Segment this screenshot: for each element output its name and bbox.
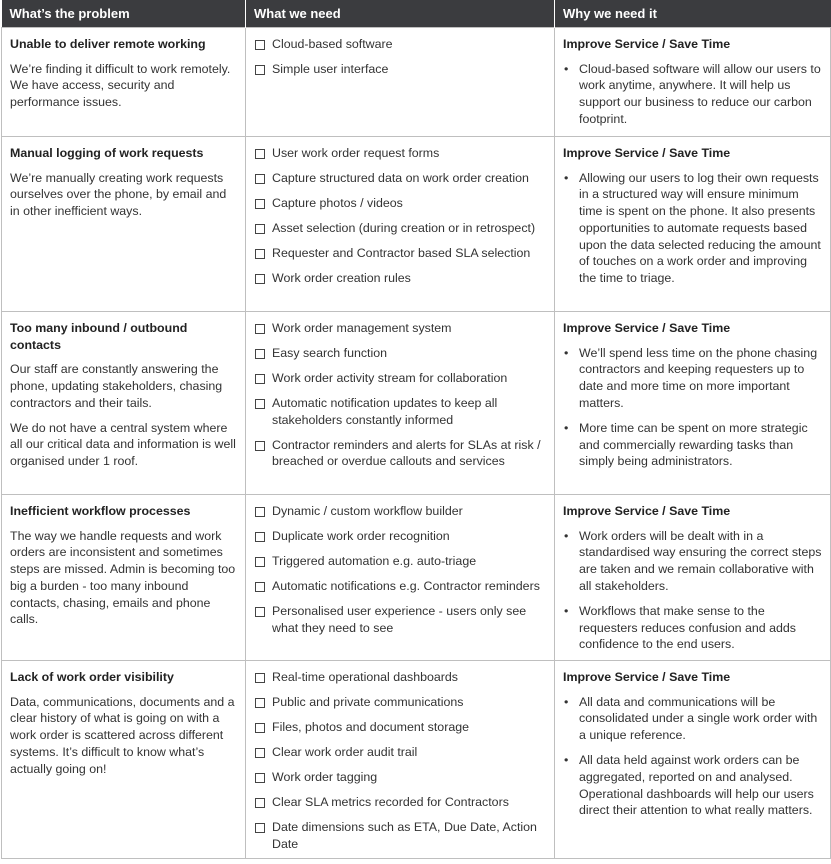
need-label: Real-time operational dashboards [272, 670, 458, 684]
problem-title: Unable to deliver remote working [10, 37, 206, 51]
impact-title: Improve Service / Save Time [563, 321, 731, 335]
impact-title: Improve Service / Save Time [563, 37, 731, 51]
problem-title: Too many inbound / outbound contacts [10, 321, 188, 352]
checkbox-square-icon [255, 249, 265, 259]
need-label: Automatic notifications e.g. Contractor reminders [272, 579, 540, 593]
need-label: Easy search function [272, 346, 388, 360]
table-row [2, 661, 831, 859]
need-item [254, 395, 546, 428]
checkbox-square-icon [255, 748, 265, 758]
checkbox-square-icon [255, 773, 265, 783]
need-label: Capture photos / videos [272, 196, 403, 210]
need-item [254, 528, 546, 545]
checkbox-square-icon [255, 324, 265, 334]
bullet-icon: • [564, 753, 569, 768]
needs-cell [246, 661, 555, 859]
why-cell [555, 137, 831, 312]
reasons-list [563, 528, 822, 653]
need-label: Asset selection (during creation or in retrospect) [272, 221, 536, 235]
needs-cell [246, 137, 555, 312]
need-item [254, 553, 546, 570]
needs-list [254, 36, 546, 78]
need-item [254, 170, 546, 187]
reason-item [563, 694, 822, 744]
need-item [254, 220, 546, 237]
reason-text: More time can be spent on more strategic and commercially rewarding tasks than simply being administrators. [579, 420, 808, 469]
need-item [254, 270, 546, 287]
problem-cell [2, 28, 246, 137]
need-item [254, 320, 546, 337]
header-need: What we need [246, 0, 555, 28]
need-item [254, 744, 546, 761]
reason-item [563, 420, 822, 470]
problem-description: The way we handle requests and work orders are inconsistent and sometimes steps are missed. Admin is becoming too big a burden - too many inbound contacts, chasing, emails and phone calls. [10, 528, 236, 627]
need-label: Cloud-based software [272, 37, 393, 51]
checkbox-square-icon [255, 274, 265, 284]
need-label: Personalised user experience - users only see what they need to see [272, 604, 527, 635]
reason-item [563, 170, 822, 287]
need-item [254, 794, 546, 811]
checkbox-square-icon [255, 582, 265, 592]
reasons-list [563, 694, 822, 819]
need-label: Requester and Contractor based SLA selection [272, 246, 531, 260]
need-item [254, 819, 546, 852]
checkbox-square-icon [255, 798, 265, 808]
problem-description: Data, communications, documents and a clear history of what is going on with a work order is scattered across different systems. It’s difficult to know what’s actually going on! [10, 694, 235, 776]
bullet-icon: • [564, 528, 569, 543]
needs-list [254, 503, 546, 636]
needs-cell [246, 28, 555, 137]
reason-item [563, 752, 822, 819]
need-label: Capture structured data on work order creation [272, 171, 529, 185]
need-item [254, 195, 546, 212]
checkbox-square-icon [255, 399, 265, 409]
reason-item [563, 528, 822, 595]
reason-text: Workflows that make sense to the requesters reduces confusion and adds confidence to the end users. [579, 603, 796, 652]
why-cell [555, 28, 831, 137]
reason-text: All data and communications will be consolidated under a single work order with a unique reference. [579, 694, 818, 743]
problem-title: Manual logging of work requests [10, 146, 204, 160]
checkbox-square-icon [255, 374, 265, 384]
need-label: Work order tagging [272, 770, 378, 784]
need-label: Simple user interface [272, 62, 389, 76]
impact-title: Improve Service / Save Time [563, 146, 731, 160]
need-item [254, 603, 546, 636]
checkbox-square-icon [255, 174, 265, 184]
need-label: Clear SLA metrics recorded for Contractors [272, 795, 509, 809]
need-label: Duplicate work order recognition [272, 529, 450, 543]
bullet-icon: • [564, 345, 569, 360]
reason-text: Cloud-based software will allow our users to work anytime, anywhere. It will help us support our business to reduce our carbon footprint. [579, 61, 821, 126]
header-problem: What’s the problem [2, 0, 246, 28]
reason-text: All data held against work orders can be aggregated, reported on and analysed. Operational dashboards will help our users direct their attention to what really matters. [579, 753, 814, 818]
checkbox-square-icon [255, 607, 265, 617]
table-row [2, 28, 831, 137]
problem-cell [2, 661, 246, 859]
reason-text: Work orders will be dealt with in a standardised way ensuring the correct steps are taken and we remain collaborative with all stakeholders. [579, 528, 822, 593]
header-row [2, 0, 831, 28]
need-item [254, 503, 546, 520]
reasons-list [563, 170, 822, 287]
bullet-icon: • [564, 420, 569, 435]
needs-cell [246, 312, 555, 495]
need-item [254, 345, 546, 362]
need-item [254, 145, 546, 162]
checkbox-square-icon [255, 199, 265, 209]
why-cell [555, 495, 831, 661]
bullet-icon: • [564, 603, 569, 618]
need-item [254, 694, 546, 711]
needs-list [254, 145, 546, 287]
problem-cell [2, 312, 246, 495]
checkbox-square-icon [255, 698, 265, 708]
need-label: Work order activity stream for collaboration [272, 371, 508, 385]
checkbox-square-icon [255, 224, 265, 234]
need-label: Files, photos and document storage [272, 720, 469, 734]
problem-cell [2, 495, 246, 661]
impact-title: Improve Service / Save Time [563, 504, 731, 518]
need-item [254, 370, 546, 387]
header-why: Why we need it [555, 0, 831, 28]
checkbox-square-icon [255, 723, 265, 733]
problem-title: Lack of work order visibility [10, 670, 174, 684]
problem-title: Inefficient workflow processes [10, 504, 191, 518]
why-cell [555, 312, 831, 495]
problem-description: We do not have a central system where all our critical data and information is well organised under 1 roof. [10, 420, 236, 468]
checkbox-square-icon [255, 65, 265, 75]
table-row [2, 495, 831, 661]
needs-cell [246, 495, 555, 661]
checkbox-square-icon [255, 40, 265, 50]
needs-list [254, 669, 546, 852]
need-item [254, 437, 546, 470]
need-label: Automatic notification updates to keep all stakeholders constantly informed [272, 396, 498, 427]
need-label: Dynamic / custom workflow builder [272, 504, 463, 518]
reasons-list [563, 345, 822, 470]
reason-text: Allowing our users to log their own requests in a structured way will ensure minimum time is spent on the phone. It also presents opportunities to automate requests based upon the data selected reducing the amount of touches on a work order and improving the time to triage. [579, 170, 821, 285]
problem-description: Our staff are constantly answering the phone, updating stakeholders, chasing contractors and their tails. [10, 362, 223, 410]
need-label: Triggered automation e.g. auto-triage [272, 554, 477, 568]
impact-title: Improve Service / Save Time [563, 670, 731, 684]
reason-item [563, 61, 822, 128]
table-row [2, 137, 831, 312]
reason-item [563, 345, 822, 412]
table-row [2, 312, 831, 495]
bullet-icon: • [564, 694, 569, 709]
problem-cell [2, 137, 246, 312]
why-cell [555, 661, 831, 859]
need-label: User work order request forms [272, 146, 440, 160]
needs-list [254, 320, 546, 470]
need-label: Work order creation rules [272, 271, 411, 285]
need-item [254, 61, 546, 78]
problem-description: We’re manually creating work requests ourselves over the phone, by email and in other inefficient ways. [10, 170, 227, 219]
reasons-list [563, 61, 822, 128]
need-item [254, 578, 546, 595]
need-item [254, 769, 546, 786]
checkbox-square-icon [255, 532, 265, 542]
table-body [2, 28, 831, 859]
checkbox-square-icon [255, 557, 265, 567]
need-item [254, 669, 546, 686]
problem-description: We’re finding it difficult to work remotely. We have access, security and performance issues. [10, 61, 231, 110]
bullet-icon: • [564, 61, 569, 76]
need-item [254, 36, 546, 53]
checkbox-square-icon [255, 823, 265, 833]
need-label: Date dimensions such as ETA, Due Date, Action Date [272, 820, 537, 851]
need-label: Clear work order audit trail [272, 745, 418, 759]
checkbox-square-icon [255, 507, 265, 517]
need-label: Contractor reminders and alerts for SLAs at risk / breached or overdue callouts and services [272, 437, 541, 469]
need-item [254, 245, 546, 262]
need-label: Work order management system [272, 321, 452, 335]
need-item [254, 719, 546, 736]
reason-item [563, 603, 822, 653]
requirements-table [1, 0, 831, 859]
bullet-icon: • [564, 170, 569, 185]
checkbox-square-icon [255, 349, 265, 359]
checkbox-square-icon [255, 149, 265, 159]
checkbox-square-icon [255, 441, 265, 451]
checkbox-square-icon [255, 673, 265, 683]
reason-text: We’ll spend less time on the phone chasing contractors and keeping requesters up to date and more time on more important matters. [579, 345, 818, 410]
need-label: Public and private communications [272, 695, 464, 709]
